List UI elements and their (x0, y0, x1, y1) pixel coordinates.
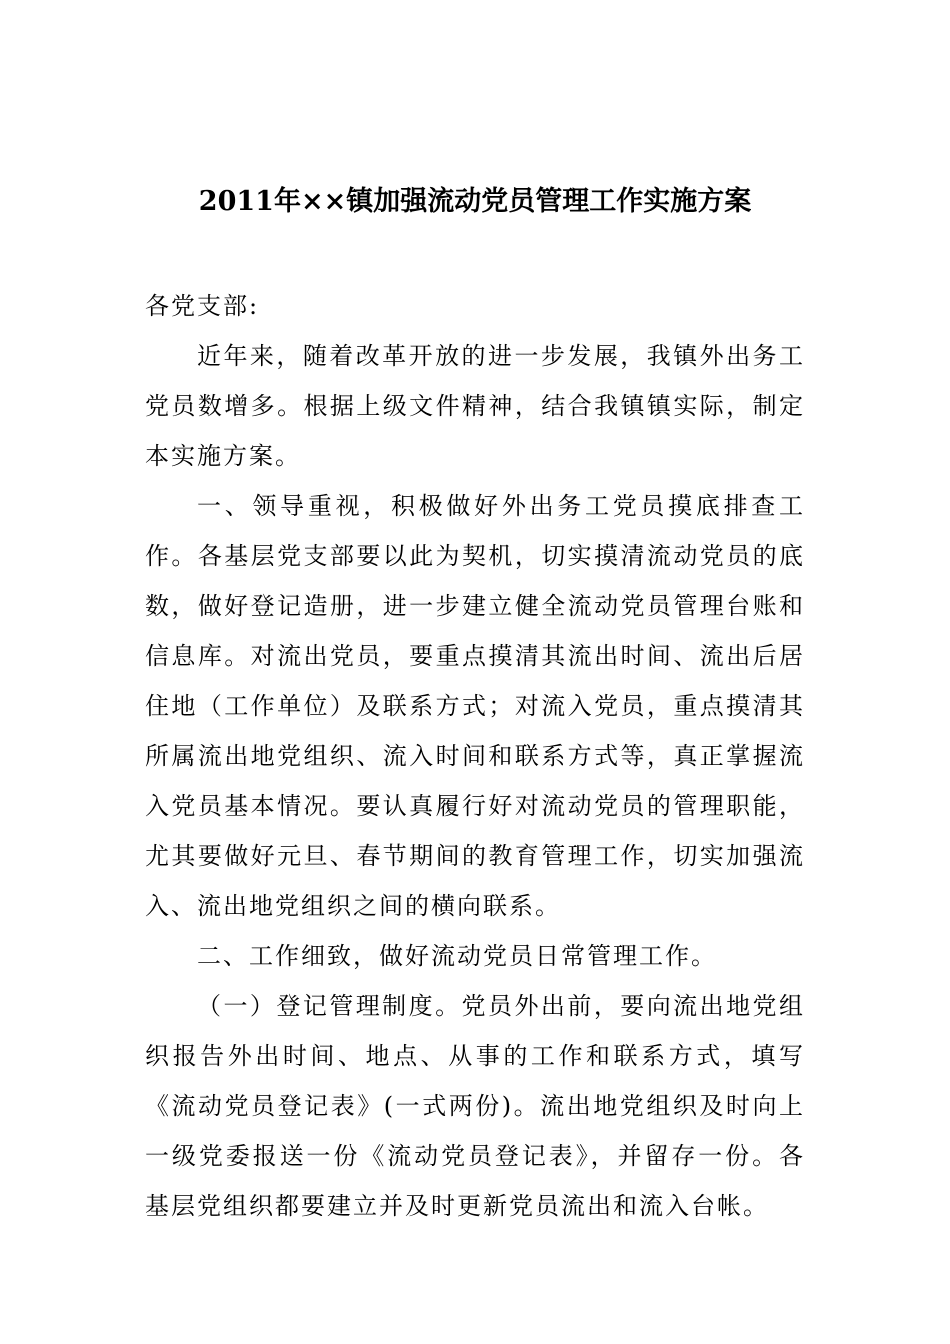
paragraph-section-1: 一、领导重视，积极做好外出务工党员摸底排查工作。各基层党支部要以此为契机，切实摸清流动党员的底数，做好登记造册，进一步建立健全流动党员管理台账和信息库。对流出党员，要重点摸清其流出时间、流出后居住地（工作单位）及联系方式；对流入党员，重点摸清其所属流出地党组织、流入时间和联系方式等，真正掌握流入党员基本情况。要认真履行好对流动党员的管理职能，尤其要做好元旦、春节期间的教育管理工作，切实加强流入、流出地党组织之间的横向联系。 (145, 492, 805, 920)
paragraph-intro: 近年来，随着改革开放的进一步发展，我镇外出务工党员数增多。根据上级文件精神，结合我镇镇实际，制定本实施方案。 (145, 342, 805, 470)
salutation: 各党支部: (145, 292, 260, 320)
document-title: 2011年××镇加强流动党员管理工作实施方案 (198, 186, 752, 217)
document-body (145, 281, 805, 1231)
paragraph-subsection-1: （一）登记管理制度。党员外出前，要向流出地党组织报告外出时间、地点、从事的工作和联系方式，填写《流动党员登记表》(一式两份)。流出地党组织及时向上一级党委报送一份《流动党员登记表》，并留存一份。各基层党组织都要建立并及时更新党员流出和流入台帐。 (145, 992, 805, 1220)
paragraph-section-2: 二、工作细致，做好流动党员日常管理工作。 (197, 942, 717, 970)
